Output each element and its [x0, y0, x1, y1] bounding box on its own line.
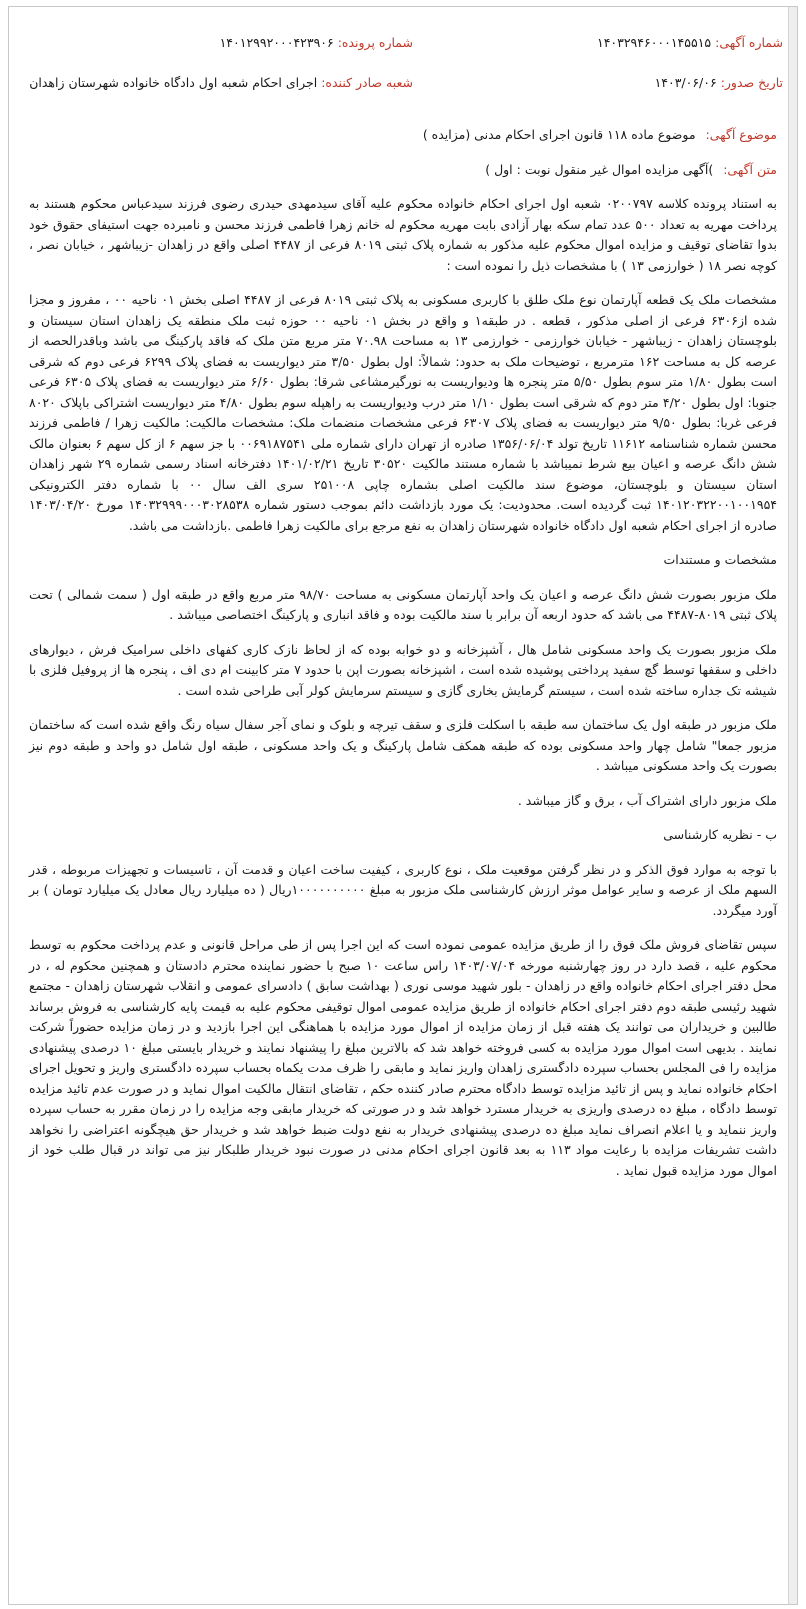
section-title-documents: مشخصات و مستندات: [663, 552, 777, 567]
scrollbar[interactable]: [788, 7, 797, 1604]
ad-number: [597, 35, 783, 50]
paragraph-unit-ownership: ملک مزبور بصورت شش دانگ عرصه و اعیان یک واحد آپارتمان مسکونی به مساحت ۹۸/۷۰ متر مربع واقع در طبقه اول ( سمت شمالی ) تحت پلاک ثبتی ۸۰۱۹-۴۴۸۷ می باشد که حدود اربعه آن برابر با سند مالکیت بوده و فاقد انباری و پارکینگ اختصاصی میباشد .: [29, 586, 777, 622]
issuing-branch-value: اجرای احکام شعبه اول دادگاه خانواده شهرستان زاهدان: [29, 75, 318, 90]
case-number: [220, 35, 413, 50]
subject-value: موضوع ماده ۱۱۸ قانون اجرای احکام مدنی (مزایده ): [422, 127, 696, 142]
paragraph-auction-terms: سپس تقاضای فروش ملک فوق را از طریق مزایده عمومی نموده است که این اجرا پس از طی مراحل قانونی و عدم پرداخت محکوم به توسط محکوم علیه ، قصد دارد در روز چهارشنبه مورخه ۱۴۰۳/۰۷/۰۴ راس ساعت ۱۰ صبح با حضور نماینده محترم دادستان و همچنین محکوم له ، در محل دفتر اجرای احکام خانواده واقع در زاهدان - بلور شهید موسی نوری ( بهداشت سابق ) دادسرای عمومی و انقلاب شهرستان زاهدان - مجتمع شهید رئیسی طبقه دوم دفتر اجرای احکام خانواده از طریق مزایده عمومی اموال توقیفی محکوم علیه به قیمت پایه کارشناسی به فروش برساند طالبین و خریداران می توانند یک هفته قبل از زمان مزایده از اموال مورد مزایده با هماهنگی این اجرا بازدید و در زمان مزایده حضوراً شرکت نمایند . بدیهی است اموال مورد مزایده به کسی فروخته خواهد شد که بالاترین مبلغ را پیشنهاد نمایند و خریدار بایستی مبلغ ۱۰ درصدی پیشنهادی مزایده را فی المجلس بحساب سپرده دادگستری زاهدان واریز نماید و مابقی را ظرف مدت یکماه بحساب سپرده دادگستری واریز و تحویل اجرای احکام خانواده نماید و پس از تائید مزایده توسط دادگاه محترم صادر کننده حکم ، تقاضای انتقال مالکیت اموال نماید و در صورت عدم تائید مزایده توسط دادگاه ، مبلغ ده درصدی واریزی به خریدار مسترد خواهد شد و در صورتی که خریدار مابقی وجه مزایده را در زمان مقرر به حساب سپرده واریز ننماید و یا اعلام انصراف نماید مبلغ ده درصدی پیشنهادی خریدار به نفع دولت ضبط خواهد شد و خریدار حق هیچگونه اعتراضی را نخواهد داشت تشریفات مزایده با رعایت مواد ۱۱۳ به بعد قانون اجرای احکام مدنی در صورت نبود خریدار طلبکار نیز می تواند در قبال طلب خود از اموال مورد مزایده قبول نماید .: [29, 937, 777, 1178]
subject-row: [29, 125, 777, 146]
issuing-branch-label: شعبه صادر کننده:: [321, 75, 413, 90]
ad-content: [29, 125, 777, 1195]
ad-panel: [8, 6, 798, 1605]
issue-date-value: ۱۴۰۳/۰۶/۰۶: [654, 75, 717, 90]
case-number-value: ۱۴۰۱۲۹۹۲۰۰۰۴۲۳۹۰۶: [219, 35, 334, 50]
paragraph-unit-description: ملک مزبور بصورت یک واحد مسکونی شامل هال ، آشپزخانه و دو خوابه بوده که از لحاظ نازک کاری کفهای داخلی سرامیک فرش ، دیوارهای داخلی و سقفها توسط گچ سفید پرداختی پوشیده شده است ، اشپزخانه بصورت اپن با حدود ۷ متر کابینت ام دی اف ، پنجره ها از پروفیل فلزی با شیشه تک جداره ساخته شده است ، سیستم گرمایش بخاری گازی و سیستم سرمایش کولر آبی طراحی شده است .: [29, 641, 777, 698]
text-title: )آگهی مزایده اموال غیر منقول نوبت : اول ): [485, 161, 714, 177]
paragraph-utilities: ملک مزبور دارای اشتراک آب ، برق و گاز میباشد .: [517, 792, 777, 808]
ad-header: [23, 35, 783, 105]
section-title-expert-opinion: ب - نظریه کارشناسی: [663, 827, 777, 842]
case-number-label: شماره پرونده:: [337, 35, 413, 50]
ad-number-value: ۱۴۰۳۲۹۴۶۰۰۰۱۴۵۵۱۵: [596, 35, 712, 50]
issue-date: [655, 75, 783, 90]
text-title-row: [29, 160, 777, 181]
issuing-branch: [29, 75, 413, 90]
issue-date-label: تاریخ صدور:: [720, 75, 783, 90]
paragraph-intro: به استناد پرونده کلاسه ۰۲۰۰۷۹۷ شعبه اول اجرای احکام خانواده محکوم علیه آقای سیدمهدی حیدری رضوی فرزند سیدعباس محکوم هستند به پرداخت مهریه به تعداد ۵۰۰ عدد تمام سکه بهار آزادی بابت مهریه محکوم له خانم زهرا فاطمی فرزند محسن و نامبرده جهت استیفای حقوق خود بدوا تقاضای توقیف و مزایده اموال محکوم علیه مذکور به شماره پلاک ثبتی ۸۰۱۹ فرعی از ۴۴۸۷ اصلی واقع در زاهدان -زیباشهر ، خیابان نصر ، کوچه نصر ۱۸ ( خوارزمی ۱۳ ) با مشخصات ذیل را نموده است :: [29, 196, 778, 273]
ad-number-label: شماره آگهی:: [715, 35, 783, 50]
paragraph-valuation: با توجه به موارد فوق الذکر و در نظر گرفتن موقعیت ملک ، نوع کاربری ، کیفیت ساخت اعیان و قدمت آن ، تاسیسات و تجهیزات مربوطه ، قدر السهم ملک از عرصه و سایر عوامل موثر ارزش کارشناسی ملک مزبور به مبلغ ۱۰۰۰۰۰۰۰۰۰۰ریال ( ده میلیارد ریال معادل یک میلیارد تومان ) بر آورد میگردد.: [29, 861, 777, 918]
paragraph-property-specs: مشخصات ملک یک قطعه آپارتمان نوع ملک طلق با کاربری مسکونی به پلاک ثبتی ۸۰۱۹ فرعی از ۴۴۸۷ اصلی بخش ۰۱ ناحیه ۰۰ ، مفروز و مجزا شده از۶۳۰۶ فرعی از اصلی مذکور ، قطعه . در طبقه۱ و واقع در بخش ۰۱ ناحیه ۰۰ حوزه ثبت ملک منطقه یک زاهدان استان سیستان و بلوچستان زاهدان - زیباشهر - خیابان خوارزمی - خوارزمی ۱۳ به مساحت ۷۰.۹۸ متر مربع متن ملک که فاقد پارکینگ می باشد وباقدرالحصه از عرصه کل به مساحت ۱۶۲ مترمربع ، توضیحات ملک به حدود: شمالاً: اول بطول ۳/۵۰ متر دیواریست به فضای پلاک ۶۲۹۹ فرعی دوم که شرقی است بطول ۱/۸۰ متر سوم بطول ۵/۵۰ متر پنجره ها ودیواریست به نورگیرمشاعی شرقا: بطول ۶/۶۰ متر دیواریست به فضای پلاک ۶۳۰۵ فرعی جنوبا: اول بطول ۴/۲۰ متر دوم که شرقی است بطول ۱/۱۰ متر درب ودیواریست به راهپله سوم بطول ۴/۸۰ متر دیواریست اشتراکی باپلاک ۸۰۲۰ فرعی غربا: بطول ۹/۵۰ متر دیواریست به فضای پلاک ۶۳۰۷ فرعی مشخصات منضمات ملک: مشخصات مالکیت: مالکیت زهرا / فاطمی فرزند محسن شماره شناسنامه ۱۱۶۱۲ تاریخ تولد ۱۳۵۶/۰۶/۰۴ صادره از تهران دارای شماره ملی ۰۰۶۹۱۸۷۵۴۱ با جز سهم ۶ از کل سهم ۶ بعنوان مالک شش دانگ عرصه و اعیان بیع شرط نمیباشد با شماره مستند مالکیت ۳۰۵۲۰ تاریخ ۱۴۰۱/۰۲/۲۱ دفترخانه اسناد رسمی شماره ۲۹ شهر زاهدان استان سیستان و بلوچستان، موضوع سند مالکیت اصلی بشماره چاپی ۲۵۱۰۰۸ سری الف سال ۰۰ با شماره دفتر الکترونیکی ۱۴۰۱۲۰۳۲۲۰۰۱۰۰۱۹۵۴ ثبت گردیده است. محدودیت: یک مورد بازداشت دائم بموجب دستور شماره ۱۴۰۳۲۹۹۹۰۰۰۳۰۲۸۵۳۸ مورخ ۱۴۰۳/۰۴/۲۰ صادره از اجرای احکام شعبه اول دادگاه خانواده شهرستان زاهدان به نفع مرجع برای مالکیت زهرا فاطمی .بازداشت می باشد.: [29, 292, 778, 533]
paragraph-building: ملک مزبور در طبقه اول یک ساختمان سه طبقه با اسکلت فلزی و سقف تیرچه و بلوک و نمای آجر سفال سیاه رنگ واقع شده است که ساختمان مزبور جمعا" شامل چهار واحد مسکونی بوده که طبقه همکف شامل پارکینگ و یک واحد مسکونی ، طبقه اول شامل دو واحد و طبقه دوم نیز بصورت یک واحد مسکونی میباشد .: [29, 717, 777, 773]
text-label: متن آگهی:: [723, 161, 777, 177]
subject-label: موضوع آگهی:: [705, 127, 777, 142]
